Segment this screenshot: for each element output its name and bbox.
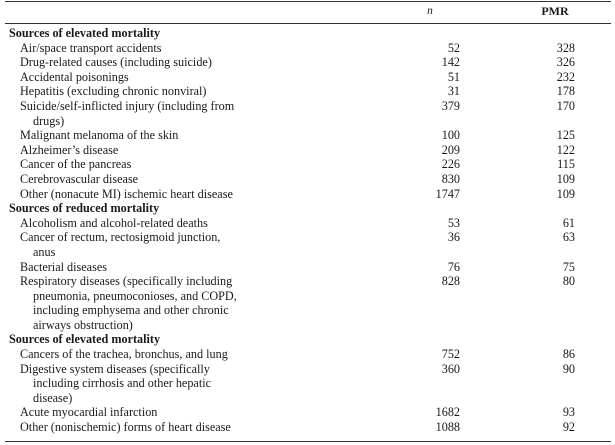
cause-label [0, 347, 300, 362]
table-row [0, 172, 615, 187]
cause-label [0, 274, 300, 332]
table-row [0, 41, 615, 56]
pmr-value: 109 [556, 186, 575, 201]
n-value: 76 [447, 259, 460, 274]
cause-label-line: disease) [33, 390, 73, 405]
n-value: 36 [447, 230, 460, 245]
table-row [0, 143, 615, 158]
table-row [0, 157, 615, 172]
pmr-value: 125 [556, 128, 575, 143]
section-heading: Sources of elevated mortality [9, 26, 161, 40]
n-value: 1747 [435, 186, 460, 201]
table-row [0, 187, 615, 202]
pmr-value: 86 [562, 347, 575, 362]
n-value: 51 [447, 69, 460, 84]
pmr-value: 170 [556, 98, 575, 113]
pmr-value: 109 [556, 171, 575, 186]
cause-label [0, 420, 300, 435]
pmr-value: 80 [562, 274, 575, 289]
n-value: 379 [441, 98, 460, 113]
cause-label-line: including cirrhosis and other hepatic [33, 376, 212, 391]
cause-label-line: Cerebrovascular disease [20, 171, 139, 186]
table-row [0, 55, 615, 70]
cause-label [0, 157, 300, 172]
table-row [0, 70, 615, 85]
column-header-n: n [427, 5, 433, 17]
pmr-value: 92 [562, 420, 575, 435]
n-value: 100 [441, 128, 460, 143]
table-header [0, 3, 615, 21]
n-value: 828 [441, 274, 460, 289]
cause-label-line: Cancer of rectum, rectosigmoid junction, [20, 230, 221, 245]
section-heading: Sources of reduced mortality [9, 201, 160, 216]
cause-label-line: Suicide/self-inflicted injury (including from [20, 98, 235, 113]
pmr-value: 93 [562, 405, 575, 420]
cause-label-line: airways obstruction) [33, 317, 133, 332]
n-value: 830 [441, 171, 460, 186]
column-header-pmr: PMR [541, 4, 569, 18]
pmr-value: 90 [562, 361, 575, 376]
cause-label-line: Drug-related causes (including suicide) [20, 55, 212, 70]
n-value: 1682 [435, 405, 460, 420]
table-row [0, 274, 615, 332]
top-rule [5, 1, 611, 2]
table-row [0, 420, 615, 435]
cause-label [0, 216, 300, 231]
pmr-value: 75 [562, 259, 575, 274]
cause-label-line: pneumonia, pneumoconioses, and COPD, [33, 288, 237, 303]
table-row [0, 230, 615, 259]
cause-label-line: Cancer of the pancreas [20, 157, 132, 172]
table-row [0, 362, 615, 406]
cause-label-line: Bacterial diseases [20, 259, 107, 274]
cause-label-line: Digestive system diseases (specifically [20, 361, 210, 376]
n-value: 752 [441, 347, 460, 362]
cause-label-line: Other (nonischemic) forms of heart disease [20, 420, 231, 435]
table-row [0, 347, 615, 362]
cause-label-line: Acute myocardial infarction [20, 405, 158, 420]
pmr-value: 178 [556, 84, 575, 99]
n-value: 52 [447, 40, 460, 55]
cause-label-line: Cancers of the trachea, bronchus, and lung [20, 347, 228, 362]
cause-label [0, 70, 300, 85]
header-rule [5, 23, 611, 24]
bottom-rule [5, 441, 611, 442]
n-value: 209 [441, 142, 460, 157]
cause-label-line: Air/space transport accidents [20, 40, 162, 55]
table-row [0, 99, 615, 128]
pmr-value: 115 [557, 157, 575, 172]
cause-label [0, 99, 300, 128]
cause-label [0, 230, 300, 259]
pmr-value: 63 [562, 230, 575, 245]
cause-label [0, 260, 300, 275]
table-body [0, 26, 615, 435]
n-value: 226 [441, 157, 460, 172]
cause-label [0, 55, 300, 70]
n-value: 142 [441, 55, 460, 70]
cause-label [0, 362, 300, 406]
cause-label [0, 405, 300, 420]
table-row [0, 128, 615, 143]
n-value: 31 [447, 84, 460, 99]
cause-label-line: Hepatitis (excluding chronic nonviral) [20, 84, 207, 99]
cause-label-line: drugs) [33, 113, 65, 128]
pmr-value: 122 [556, 142, 575, 157]
cause-label [0, 41, 300, 56]
cause-label-line: Alcoholism and alcohol-related deaths [20, 215, 208, 230]
table-row [0, 84, 615, 99]
pmr-value: 232 [556, 69, 575, 84]
table-row [0, 405, 615, 420]
cause-label-line: Malignant melanoma of the skin [20, 128, 179, 143]
cause-label [0, 172, 300, 187]
n-value: 360 [441, 361, 460, 376]
cause-label [0, 84, 300, 99]
cause-label-line: Respiratory diseases (specifically including [20, 274, 233, 289]
cause-label [0, 143, 300, 158]
cause-label-line: Alzheimer’s disease [20, 142, 119, 157]
cause-label-line: anus [33, 244, 56, 259]
pmr-value: 61 [562, 215, 575, 230]
pmr-value: 328 [556, 40, 575, 55]
table-row [0, 216, 615, 231]
cause-label [0, 187, 300, 202]
table-row [0, 260, 615, 275]
cause-label-line: Accidental poisonings [20, 69, 129, 84]
cause-label-line: Other (nonacute MI) ischemic heart disease [20, 186, 233, 201]
section-heading: Sources of elevated mortality [9, 332, 161, 347]
n-value: 1088 [435, 420, 460, 435]
cause-label [0, 128, 300, 143]
n-value: 53 [447, 215, 460, 230]
cause-label-line: including emphysema and other chronic [33, 303, 229, 318]
pmr-value: 326 [556, 55, 575, 70]
